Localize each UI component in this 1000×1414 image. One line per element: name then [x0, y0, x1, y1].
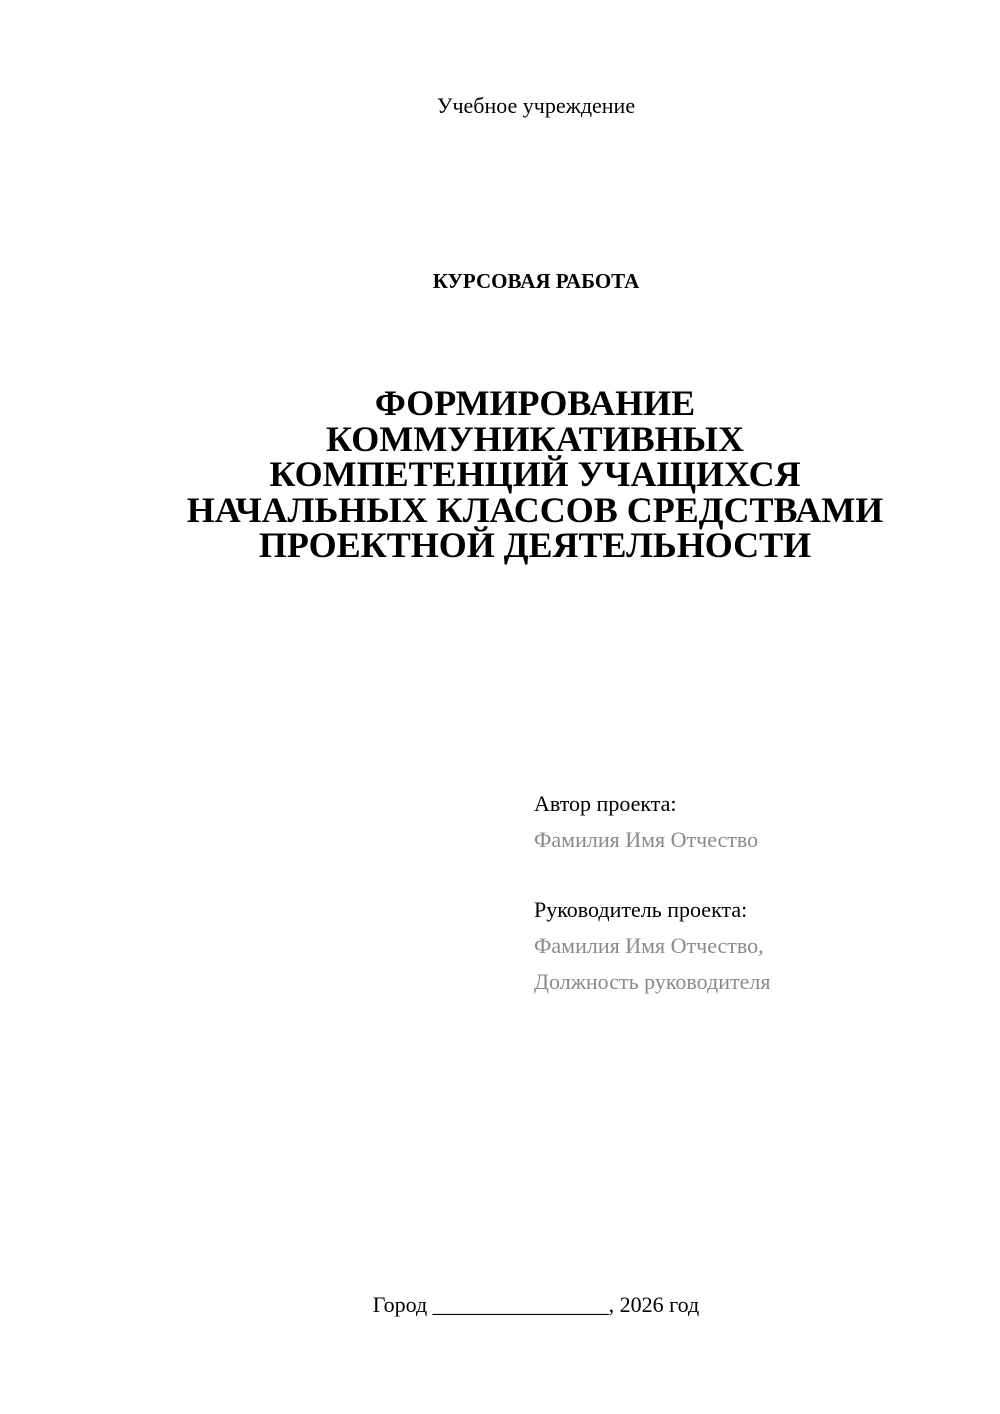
institution-name: Учебное учреждение — [436, 93, 636, 118]
supervisor-label: Руководитель проекта: — [534, 897, 748, 922]
title-line: ФОРМИРОВАНИЕ — [374, 383, 696, 423]
title-line: НАЧАЛЬНЫХ КЛАССОВ СРЕДСТВАМИ — [186, 489, 884, 530]
title-line: КОМПЕТЕНЦИЙ УЧАЩИХСЯ — [269, 454, 801, 494]
author-label: Автор проекта: — [534, 791, 677, 816]
supervisor-block — [534, 892, 770, 1000]
title-line: ПРОЕКТНОЙ ДЕЯТЕЛЬНОСТИ — [258, 525, 812, 565]
city-year-line: Город ________________, 2026 год — [372, 1292, 700, 1317]
supervisor-position-placeholder: Должность руководителя — [534, 969, 771, 994]
document-type: КУРСОВАЯ РАБОТА — [432, 269, 640, 293]
title-line: КОММУНИКАТИВНЫХ — [326, 418, 744, 459]
author-block — [534, 786, 758, 858]
author-name-placeholder: Фамилия Имя Отчество — [534, 827, 759, 852]
supervisor-name-placeholder: Фамилия Имя Отчество, — [534, 933, 764, 958]
document-title — [150, 383, 920, 565]
